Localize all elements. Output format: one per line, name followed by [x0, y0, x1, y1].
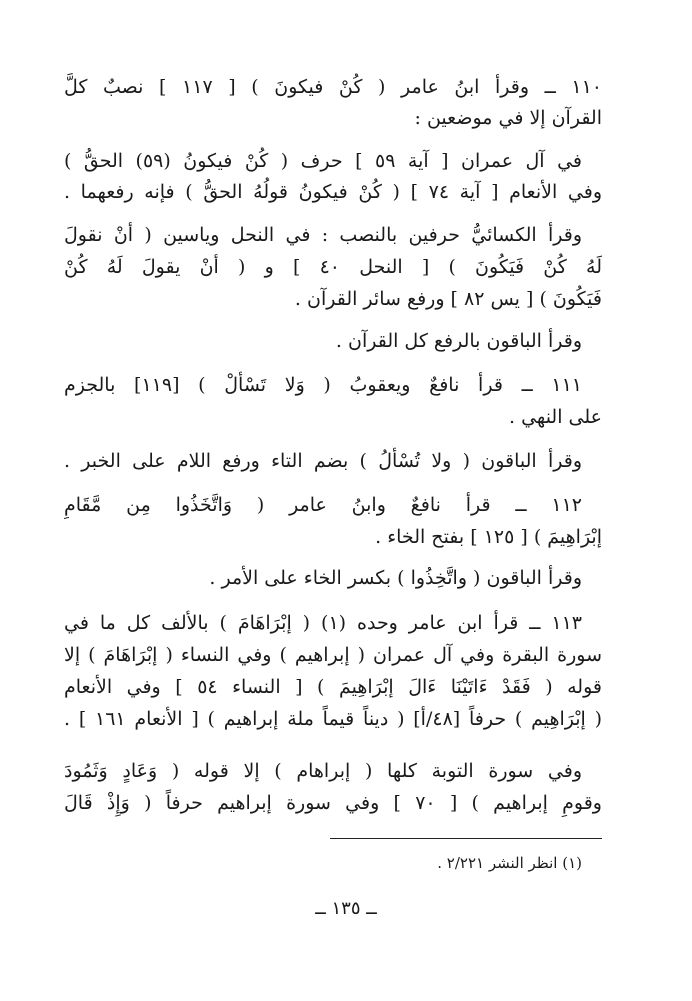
text-line: وقرأ الباقون ( واتَّخِذُوا ) بكسر الخاء على الأمر .	[209, 567, 582, 589]
text-line: إبْرَاهِيمَ ) [ ١٢٥ ] بفتح الخاء .	[375, 526, 602, 548]
text-line: ١١٢ ــ قرأ نافعٌ وابنُ عامر ( وَاتَّخَذُوا مِن مَّقَامِ	[64, 494, 582, 516]
text-line: في آل عمران [ آية ٥٩ ] حرف ( كُنْ فيكونُ (٥٩) الحقُّ )	[64, 150, 582, 172]
text-line: وفي الأنعام [ آية ٧٤ ] ( كُنْ فيكونُ قولُهُ الحقُّ ) فإنه رفعهما .	[64, 181, 602, 203]
text-line: ١١٣ ــ قرأ ابن عامر وحده (١) ( إبْرَاهَامَ ) بالألف كل ما في	[64, 612, 582, 634]
text-line: وقومِ إبراهيم ) [ ٧٠ ] وفي سورة إبراهيم حرفاً ( وَإِذْ قَالَ	[64, 792, 602, 814]
text-line: فَيَكُونَ ) [ يس ٨٢ ] ورفع سائر القرآن .	[294, 288, 602, 310]
footnote-separator	[330, 838, 602, 839]
text-line: وفي سورة التوبة كلها ( إبراهام ) إلا قوله ( وَعَادٍ وَثَمُودَ	[64, 760, 582, 782]
text-line: ١١٠ ــ وقرأ ابنُ عامر ( كُنْ فيكونَ ) [ ١١٧ ] نصبٌ كلَّ	[64, 76, 602, 98]
text-line: على النهي .	[509, 406, 602, 428]
text-line: قوله ( فَقَدْ ءَاتَيْنَا ءَالَ إبْرَاهِيمَ ) [ النساء ٥٤ ] وفي الأنعام	[64, 676, 602, 698]
footnote: (١) انظر النشر ٢/٢٢١ .	[437, 854, 582, 872]
text-line: وقرأ الباقون بالرفع كل القرآن .	[335, 330, 582, 352]
text-line: القرآن إلا في موضعين :	[414, 107, 602, 129]
text-line: لَهُ كُنْ فَيَكُونَ ) [ النحل ٤٠ ] و ( أنْ يقولَ لَهُ كُنْ	[64, 256, 602, 278]
text-line: وقرأ الباقون ( ولا تُسْأَلُ ) بضم التاء ورفع اللام على الخبر .	[64, 450, 582, 472]
text-line: سورة البقرة وفي آل عمران ( إبراهيم ) وفي النساء ( إبْرَاهَامَ ) إلا	[64, 644, 602, 666]
text-line: ١١١ ــ قرأ نافعٌ ويعقوبُ ( وَلا تَسْأَلْ ) [١١٩] بالجزم	[64, 374, 582, 396]
text-line: ( إبْرَاهِيم ) حرفاً [٤٨/أ] ( ديناً قيماً ملة إبراهيم ) [ الأنعام ١٦١ ] .	[64, 708, 602, 730]
page-number: ــ ١٣٥ ــ	[315, 898, 377, 919]
text-line: وقرأ الكسائيُّ حرفين بالنصب : في النحل وياسين ( أنْ نقولَ	[64, 224, 582, 246]
